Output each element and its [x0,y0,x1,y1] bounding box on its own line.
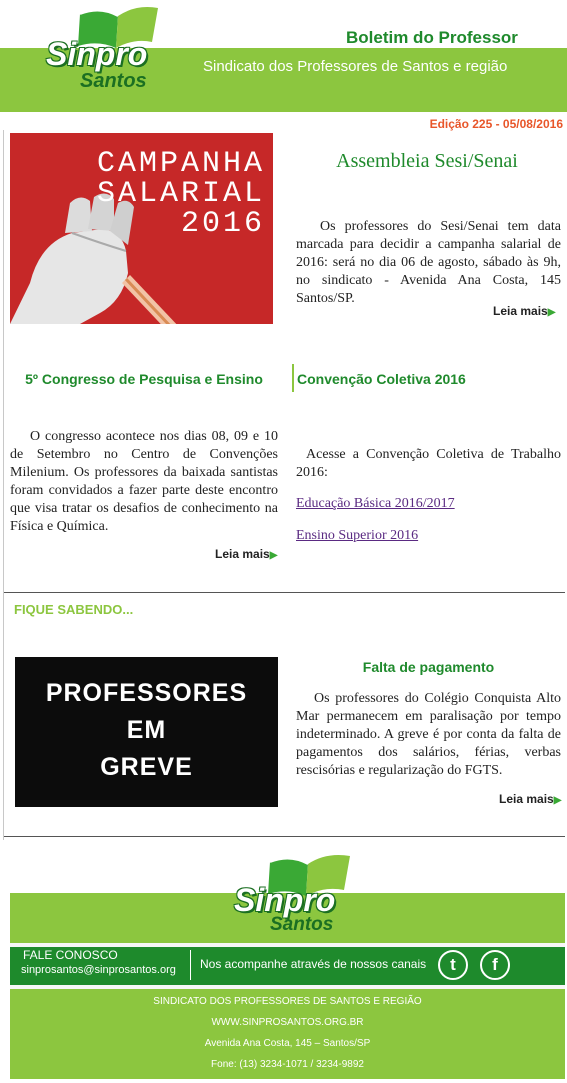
left-border [3,130,4,840]
read-more-link[interactable] [499,792,561,806]
greve-line: GREVE [100,753,193,781]
facebook-icon[interactable]: f [480,950,510,980]
footer-phone: Fone: (13) 3234-1071 / 3234-9892 [211,1059,364,1070]
greve-line: PROFESSORES [45,679,248,707]
read-more-label: Leia mais [499,792,554,806]
contact-divider [190,950,191,980]
link-ensino-superior[interactable]: Ensino Superior 2016 [296,528,419,543]
newsletter-header [0,0,567,112]
footer-site[interactable]: WWW.SINPROSANTOS.ORG.BR [211,1017,364,1028]
greve-line: EM [126,716,167,744]
footer-contact-bar [10,943,565,989]
campaign-line: CAMPANHA [96,147,265,181]
campaign-line: 2016 [180,207,265,241]
column-divider [292,364,294,392]
article-title-falta-pagamento[interactable]: Falta de pagamento [362,659,495,675]
logo-word-sinpro: Sinpro [234,882,336,918]
campaign-image[interactable] [10,133,273,324]
read-more-label: Leia mais [215,547,270,561]
contact-email[interactable]: sinprosantos@sinprosantos.org [21,964,176,976]
footer-org: SINDICATO DOS PROFESSORES DE SANTOS E REGIÃO [153,996,422,1007]
follow-text: Nos acompanhe através de nossos canais [200,957,427,971]
campaign-line: SALARIAL [96,177,265,211]
campaign-caption [80,149,265,239]
read-more-link[interactable] [215,547,277,561]
article-body-congresso: O congresso acontece nos dias 08, 09 e 10 de Setembro no Centro de Convenções Milenium. Os professores da baixada santistas foram convidados a fazer parte deste encontro que visa tratar os desafios de conhecimento na Física e Química. [10,429,278,534]
sinpro-logo[interactable] [40,0,170,100]
footer-sinpro-logo[interactable] [226,846,366,938]
article-title-convencao[interactable]: Convenção Coletiva 2016 [297,371,466,387]
greve-image[interactable] [15,657,278,807]
logo-word-santos: Santos [80,70,147,92]
contact-title: FALE CONOSCO [23,948,118,962]
logo-word-santos: Santos [270,914,334,935]
newsletter-title: Boletim do Professor [346,28,518,47]
arrow-right-icon: ▶ [547,307,556,318]
newsletter-subtitle: Sindicato dos Professores de Santos e região [203,58,508,75]
read-more-link[interactable] [493,304,555,318]
section-divider [4,836,565,837]
edition-label: Edição 225 - 05/08/2016 [429,117,563,131]
logo-word-sinpro: Sinpro [46,36,148,72]
article-body-convencao: Acesse a Convenção Coletiva de Trabalho 2016: [296,447,561,480]
article-title-congresso[interactable]: 5º Congresso de Pesquisa e Ensino [25,371,263,387]
arrow-right-icon: ▶ [269,550,278,561]
read-more-label: Leia mais [493,304,548,318]
arrow-right-icon: ▶ [553,795,562,806]
footer-address: Avenida Ana Costa, 145 – Santos/SP [204,1038,371,1049]
article-body-assembleia: Os professores do Sesi/Senai tem data marcada para decidir a campanha salarial de 2016: será no dia 06 de agosto, sábado às 9h, no sindicato - Avenida Ana Costa, 145 Santos/SP. [296,219,561,306]
footer-info [10,989,565,1079]
article-title-assembleia[interactable]: Assembleia Sesi/Senai [336,150,518,172]
fique-sabendo-heading: FIQUE SABENDO... [14,602,134,617]
twitter-icon[interactable]: t [438,950,468,980]
link-educacao-basica[interactable]: Educação Básica 2016/2017 [296,496,455,511]
section-divider [4,592,565,593]
article-body-falta-pagamento: Os professores do Colégio Conquista Alto Mar permanecem em paralisação por tempo indeterminado. A greve é por conta da falta de pagamentos dos salários, férias, verbas rescisórias e regularização do FGTS. [296,691,561,778]
